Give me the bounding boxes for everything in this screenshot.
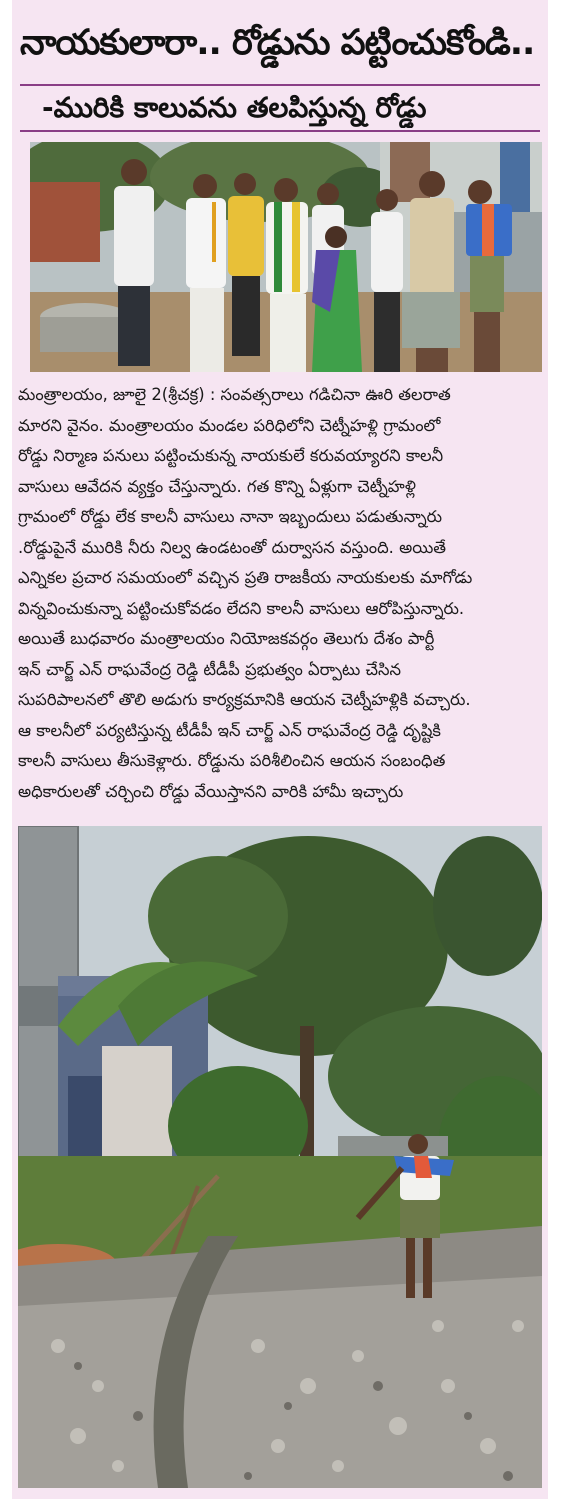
subheadline-divider bbox=[20, 130, 540, 132]
article-line: మంత్రాలయం, జూలై 2(శ్రీచక్ర) : సంవత్సరాలు గడిచినా ఊరి తలరాత bbox=[18, 385, 451, 404]
article-line: .రోడ్డుపైనే మురికి నీరు నిల్వ ఉండటంతో దుర్వాసన వస్తుంది. అయితే bbox=[18, 537, 447, 557]
article-line: అయితే బుధవారం మంత్రాలయం నియోజకవర్గం తెలుగు దేశం పార్టీ bbox=[18, 629, 435, 648]
article-line: విన్నవించుకున్నా పట్టించుకోవడం లేదని కాలనీ వాసులు ఆరోపిస్తున్నారు. bbox=[18, 598, 465, 618]
article-line: వాసులు ఆవేదన వ్యక్తం చేస్తున్నారు. గత కొన్ని ఏళ్లుగా చెట్నీహళ్లి bbox=[18, 476, 416, 496]
article-line: గ్రామంలో రోడ్డు లేక కాలనీ వాసులు నానా ఇబ్బందులు పడుతున్నారు bbox=[18, 507, 443, 526]
article-line: మారని వైనం. మంత్రాలయం మండల పరిధిలోని చెట్నీహళ్లి గ్రామంలో bbox=[18, 415, 441, 435]
newspaper-clipping bbox=[12, 0, 548, 1499]
article-line: కాలనీ వాసులు తీసుకెళ్లారు. రోడ్డును పరిశీలించిన ఆయన సంబంధిత bbox=[18, 751, 446, 770]
article-line: అధికారులతో చర్చించి రోడ్డు వేయిస్తానని వారికి హామీ ఇచ్చారు bbox=[18, 781, 404, 801]
article-body bbox=[18, 380, 542, 807]
article-line: రోడ్డు నిర్మాణ పనులు పట్టించుకున్న నాయకులే కరువయ్యారని కాలనీ bbox=[18, 446, 444, 465]
article-line: ఇన్ చార్జ్ ఎన్ రాఘవేంద్ర రెడ్డి టీడీపీ ప్రభుత్వం ఏర్పాటు చేసిన bbox=[18, 659, 401, 679]
headline: నాయకులారా.. రోడ్డును పట్టించుకోండి.. bbox=[20, 23, 535, 63]
damaged-road-photo bbox=[18, 826, 542, 1488]
article-line: ఆ కాలనీలో పర్యటిస్తున్న టీడీపీ ఇన్ చార్జ్ ఎన్ రాఘవేంద్ర రెడ్డి దృష్టికి bbox=[18, 720, 441, 740]
headline-divider bbox=[20, 84, 540, 86]
article-line: ఎన్నికల ప్రచార సమయంలో వచ్చిన ప్రతి రాజకీయ నాయకులకు మాగోడు bbox=[18, 568, 473, 587]
subheadline: -మురికి కాలువను తలపిస్తున్న రోడ్డు bbox=[42, 91, 427, 124]
article-line: సుపరిపాలనలో తొలి అడుగు కార్యక్రమానికి ఆయన చెట్నీహళ్లికి వచ్చారు. bbox=[18, 690, 471, 709]
group-visit-photo bbox=[30, 142, 542, 372]
